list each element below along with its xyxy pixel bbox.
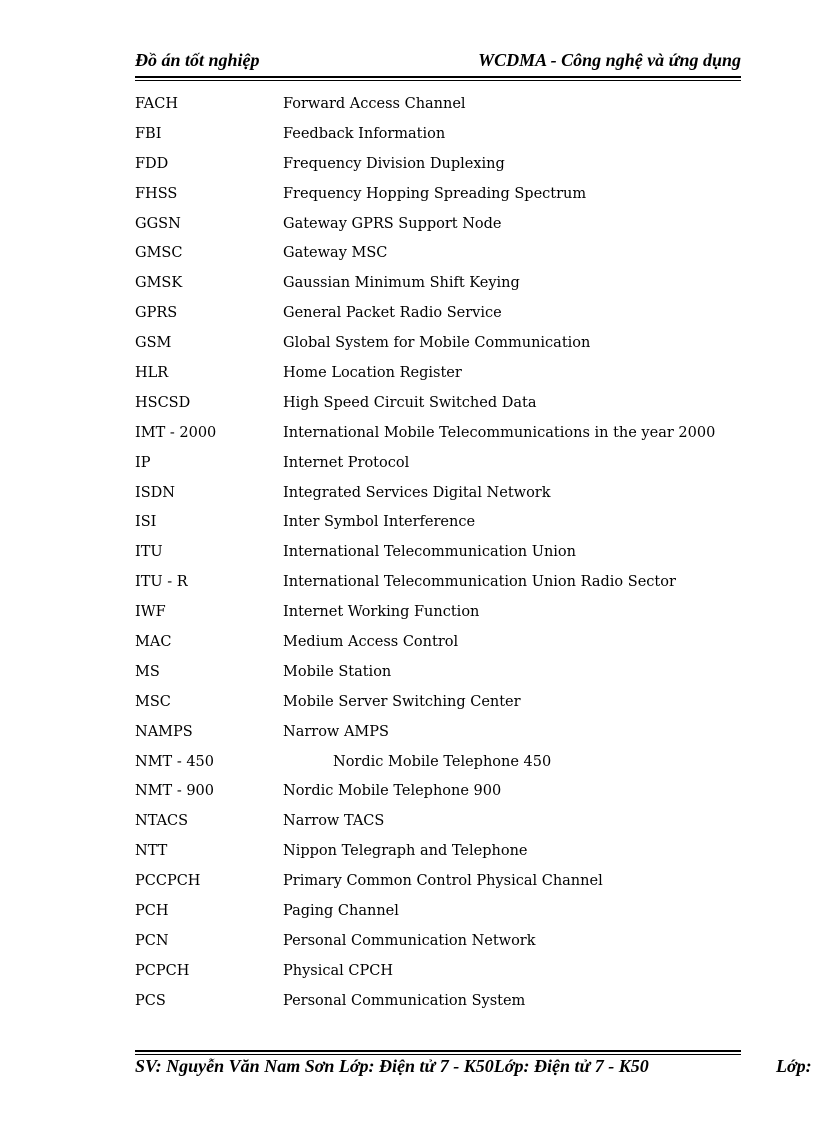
- abbreviation-definition: Primary Common Control Physical Channel: [283, 873, 603, 890]
- abbreviation-definition: Personal Communication System: [283, 992, 526, 1009]
- abbreviation-definition: High Speed Circuit Switched Data: [283, 394, 537, 411]
- abbreviation-definition: International Mobile Telecommunications in the year 2000: [283, 424, 716, 441]
- abbreviation-row: [135, 598, 735, 628]
- abbreviation-row: [135, 120, 735, 150]
- abbreviation-definition: Mobile Station: [283, 663, 392, 680]
- abbreviation-row: [135, 180, 735, 210]
- abbreviation-list: [135, 90, 735, 1017]
- abbreviation-term: NTACS: [135, 813, 189, 830]
- abbreviation-term: IMT - 2000: [135, 424, 217, 441]
- abbreviation-term: FHSS: [135, 185, 178, 202]
- abbreviation-definition: Narrow AMPS: [283, 723, 389, 740]
- abbreviation-row: [135, 449, 735, 479]
- abbreviation-term: IWF: [135, 604, 166, 621]
- abbreviation-definition: Gaussian Minimum Shift Keying: [283, 275, 520, 292]
- abbreviation-row: [135, 210, 735, 240]
- abbreviation-term: PCN: [135, 932, 169, 949]
- abbreviation-row: [135, 299, 735, 329]
- abbreviation-row: [135, 658, 735, 688]
- abbreviation-term: ITU - R: [135, 574, 188, 591]
- abbreviation-term: ITU: [135, 544, 163, 561]
- header-divider: [135, 80, 741, 81]
- abbreviation-definition: Narrow TACS: [283, 813, 385, 830]
- abbreviation-definition: Personal Communication Network: [283, 932, 536, 949]
- abbreviation-term: NAMPS: [135, 723, 193, 740]
- abbreviation-term: MSC: [135, 693, 171, 710]
- abbreviation-row: [135, 867, 735, 897]
- abbreviation-row: [135, 748, 735, 778]
- abbreviation-row: [135, 777, 735, 807]
- page-footer-rule: [135, 1050, 741, 1052]
- abbreviation-term: GPRS: [135, 305, 178, 322]
- abbreviation-row: [135, 150, 735, 180]
- abbreviation-definition: Nordic Mobile Telephone 900: [283, 783, 502, 800]
- abbreviation-definition: Gateway GPRS Support Node: [283, 215, 502, 232]
- abbreviation-row: [135, 479, 735, 509]
- abbreviation-term: NMT - 450: [135, 753, 214, 770]
- abbreviation-term: MS: [135, 663, 160, 680]
- abbreviation-definition: Inter Symbol Interference: [283, 514, 476, 531]
- abbreviation-term: ISI: [135, 514, 157, 531]
- abbreviation-row: [135, 239, 735, 269]
- abbreviation-row: [135, 628, 735, 658]
- abbreviation-row: [135, 927, 735, 957]
- abbreviation-definition: International Telecommunication Union: [283, 544, 576, 561]
- abbreviation-term: ISDN: [135, 484, 175, 501]
- abbreviation-definition: Medium Access Control: [283, 634, 459, 651]
- abbreviation-row: [135, 957, 735, 987]
- abbreviation-row: [135, 359, 735, 389]
- abbreviation-definition: Feedback Information: [283, 125, 446, 142]
- abbreviation-term: PCH: [135, 903, 169, 920]
- abbreviation-term: PCS: [135, 992, 166, 1009]
- footer-student-info: SV: Nguyễn Văn Nam Sơn Lớp: Điện tử 7 - K50Lớp: Điện tử 7 - K50: [135, 1056, 649, 1076]
- abbreviation-term: MAC: [135, 634, 172, 651]
- abbreviation-term: GMSK: [135, 275, 183, 292]
- abbreviation-row: [135, 90, 735, 120]
- abbreviation-row: [135, 837, 735, 867]
- page-header: [135, 48, 741, 78]
- header-title-left: Đồ án tốt nghiệp: [135, 50, 260, 70]
- abbreviation-definition: Physical CPCH: [283, 962, 393, 979]
- abbreviation-term: HSCSD: [135, 394, 191, 411]
- abbreviation-row: [135, 508, 735, 538]
- abbreviation-definition: General Packet Radio Service: [283, 305, 502, 322]
- header-title-right: WCDMA - Công nghệ và ứng dụng: [478, 50, 741, 70]
- abbreviation-row: [135, 389, 735, 419]
- abbreviation-term: HLR: [135, 365, 169, 382]
- abbreviation-term: PCPCH: [135, 962, 190, 979]
- abbreviation-row: [135, 329, 735, 359]
- abbreviation-row: [135, 568, 735, 598]
- abbreviation-term: FBI: [135, 125, 162, 142]
- abbreviation-definition: Nordic Mobile Telephone 450: [333, 753, 552, 770]
- abbreviation-row: [135, 807, 735, 837]
- abbreviation-definition: Paging Channel: [283, 903, 399, 920]
- abbreviation-definition: Internet Working Function: [283, 604, 480, 621]
- abbreviation-term: PCCPCH: [135, 873, 201, 890]
- abbreviation-row: [135, 718, 735, 748]
- footer-divider: [135, 1054, 741, 1055]
- abbreviation-row: [135, 538, 735, 568]
- abbreviation-row: [135, 897, 735, 927]
- abbreviation-definition: Mobile Server Switching Center: [283, 693, 521, 710]
- abbreviation-definition: Frequency Division Duplexing: [283, 155, 505, 172]
- abbreviation-term: GGSN: [135, 215, 181, 232]
- abbreviation-definition: Frequency Hopping Spreading Spectrum: [283, 185, 587, 202]
- abbreviation-definition: Home Location Register: [283, 365, 462, 382]
- abbreviation-definition: Global System for Mobile Communication: [283, 335, 591, 352]
- abbreviation-definition: Internet Protocol: [283, 454, 410, 471]
- abbreviation-term: FDD: [135, 155, 169, 172]
- abbreviation-definition: Integrated Services Digital Network: [283, 484, 551, 501]
- footer-class-label: Lớp:: [776, 1056, 812, 1076]
- abbreviation-definition: Gateway MSC: [283, 245, 388, 262]
- abbreviation-term: GSM: [135, 335, 172, 352]
- abbreviation-row: [135, 987, 735, 1017]
- abbreviation-term: GMSC: [135, 245, 183, 262]
- abbreviation-definition: International Telecommunication Union Radio Sector: [283, 574, 676, 591]
- abbreviation-definition: Forward Access Channel: [283, 96, 466, 112]
- abbreviation-row: [135, 688, 735, 718]
- abbreviation-row: [135, 269, 735, 299]
- abbreviation-term: NTT: [135, 843, 168, 860]
- abbreviation-row: [135, 419, 735, 449]
- abbreviation-definition: Nippon Telegraph and Telephone: [283, 843, 528, 860]
- abbreviation-term: IP: [135, 454, 151, 471]
- abbreviation-term: FACH: [135, 96, 179, 112]
- abbreviation-term: NMT - 900: [135, 783, 214, 800]
